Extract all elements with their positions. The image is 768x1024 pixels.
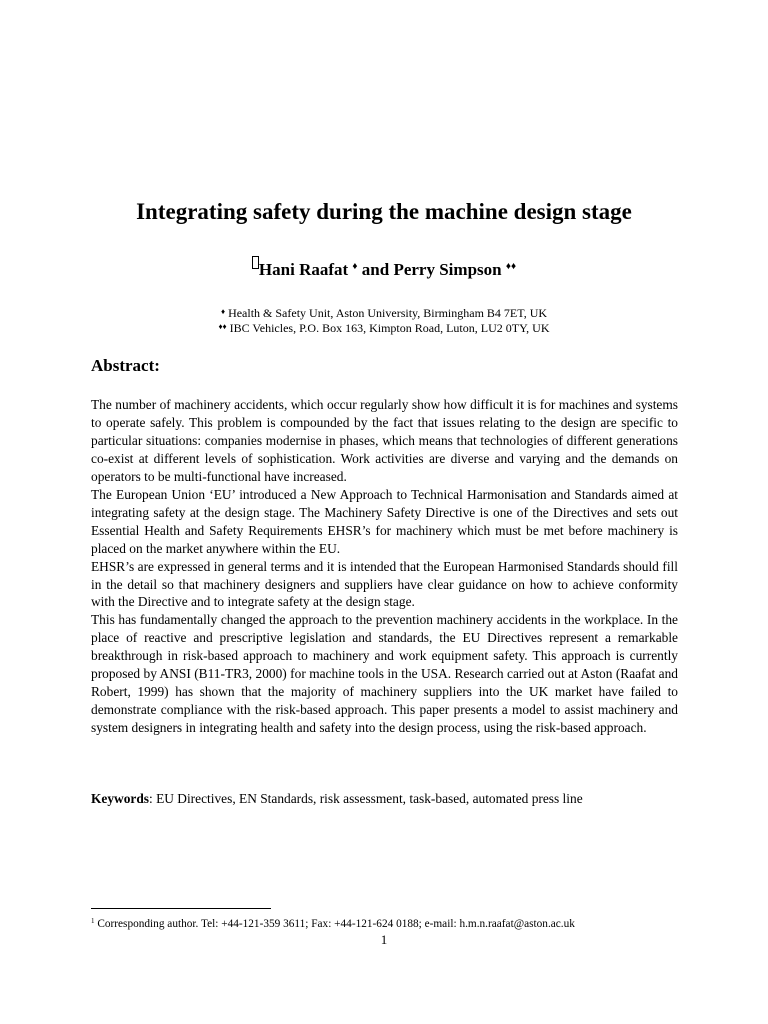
affiliation-2-mark: ♦♦ [218,322,227,331]
abstract-paragraph: The number of machinery accidents, which occur regularly show how difficult it is for machines and systems to operate safely. This problem is compounded by the fact that issues relating to the design are specific to particular situations: companies modernise in phases, which means that technologies of different generations co-exist at different levels of sophistication. Work activities are diverse and varying and the demands on operators to be multi-functional have increased. [91,397,678,484]
paper-title: Integrating safety during the machine design stage [136,199,632,224]
keywords-text: : EU Directives, EN Standards, risk assessment, task-based, automated press line [149,791,583,806]
affiliation-1-text: Health & Safety Unit, Aston University, Birmingham B4 7ET, UK [228,306,548,320]
abstract-paragraph: EHSR’s are expressed in general terms and it is intended that the European Harmonised Standards should fill in the detail so that machinery designers and suppliers have clear guidance on how to achieve conformity with the Directive and to integrate safety at the design stage. [91,558,678,610]
missing-glyph-box-icon [252,256,259,269]
keywords-line [91,790,678,808]
abstract-paragraph: The European Union ‘EU’ introduced a New Approach to Technical Harmonisation and Standards aimed at integrating safety at the design stage. The Machinery Safety Directive is one of the Directives and sets out Essential Health and Safety Requirements EHSR’s for machinery which must be met before machinery is placed on the market anywhere within the EU. [91,486,678,556]
abstract-heading: Abstract: [91,356,160,375]
author-connector: and [361,260,390,279]
author-2-mark: ♦♦ [505,261,517,272]
footnote-number: 1 [91,917,95,925]
footnote-text: Corresponding author. Tel: +44-121-359 3611; Fax: +44-121-624 0188; e-mail: h.m.n.raafat@aston.ac.uk [97,918,575,930]
page-number: 1 [380,932,388,947]
author-2-name: Perry Simpson [393,260,502,279]
footnote [91,914,691,932]
keywords-label: Keywords [91,791,150,806]
footnote-divider [91,908,271,909]
author-1-name: Hani Raafat [258,260,349,279]
affiliation-2 [0,319,768,336]
abstract-body [91,396,678,737]
abstract-paragraph: This has fundamentally changed the approach to the prevention machinery accidents in the workplace. In the place of reactive and prescriptive legislation and standards, the EU Directives represent a remarkable breakthrough in risk-based approach to machinery and work equipment safety. This approach is currently proposed by ANSI (B11-TR3, 2000) for machine tools in the USA. Research carried out at Aston (Raafat and Robert, 1999) has shown that the majority of machinery suppliers into the UK market have failed to demonstrate compliance with the risk-based approach. This paper presents a model to assist machinery and system designers in integrating health and safety into the design process, using the risk-based approach. [91,612,678,736]
author-1-mark: ♦ [352,261,358,272]
author-line [0,255,768,282]
affiliation-2-text: IBC Vehicles, P.O. Box 163, Kimpton Road, Luton, LU2 0TY, UK [229,321,550,335]
affiliation-1-mark: ♦ [220,307,226,316]
